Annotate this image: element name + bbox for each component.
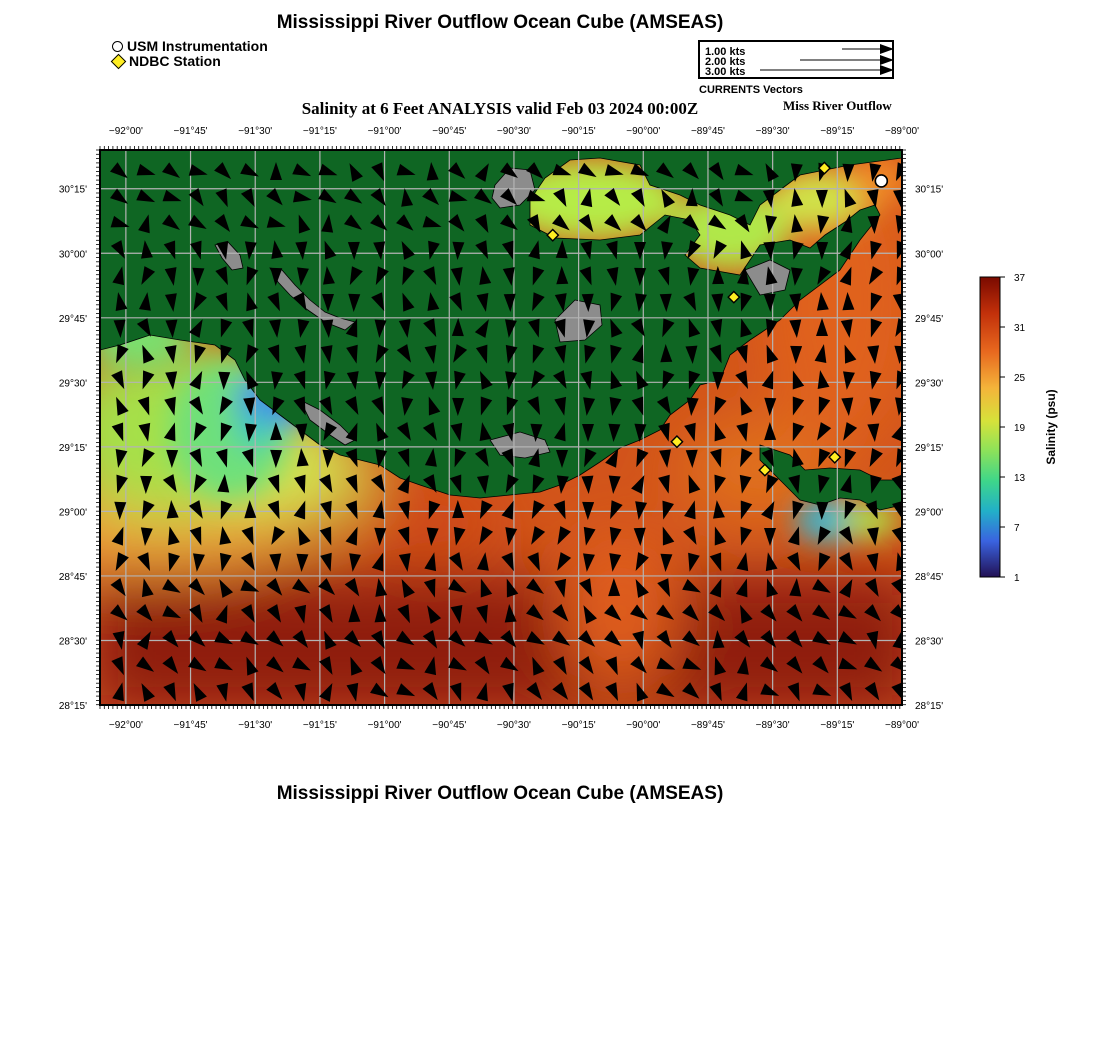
- lon-tick-label-bottom: −91°30': [238, 720, 273, 731]
- lat-tick-label-left: 29°00': [58, 507, 87, 519]
- lat-tick-label-right: 28°45': [915, 571, 944, 583]
- lon-tick-label-bottom: −90°30': [496, 720, 531, 731]
- legend-usm-label: USM Instrumentation: [127, 38, 268, 54]
- lat-tick-label-left: 29°15': [58, 442, 87, 454]
- colorbar-tick-label: 37: [1014, 273, 1026, 284]
- colorbar: [970, 270, 1070, 590]
- lon-tick-label-bottom: −90°15': [561, 720, 596, 731]
- lat-tick-label-left: 28°30': [58, 636, 87, 648]
- lat-tick-label-right: 29°00': [915, 507, 944, 519]
- lon-tick-label-top: −91°30': [238, 126, 273, 137]
- lat-tick-label-right: 29°30': [915, 378, 944, 390]
- colorbar-tick-label: 19: [1014, 423, 1026, 434]
- colorbar-tick-label: 7: [1014, 523, 1020, 534]
- lat-tick-label-left: 30°15': [58, 184, 87, 196]
- colorbar-tick-label: 31: [1014, 323, 1026, 334]
- lon-tick-label-top: −90°15': [561, 126, 596, 137]
- lon-tick-label-bottom: −92°00': [108, 720, 143, 731]
- lon-tick-label-bottom: −89°45': [690, 720, 725, 731]
- lon-tick-label-bottom: −89°00': [885, 720, 919, 731]
- lon-tick-label-top: −90°45': [432, 126, 467, 137]
- colorbar-tick-label: 25: [1014, 373, 1026, 384]
- colorbar-tick-label: 13: [1014, 473, 1026, 484]
- lat-tick-label-left: 30°00': [58, 249, 87, 261]
- lon-tick-label-bottom: −90°00': [626, 720, 661, 731]
- vector-key-label-1: 1.00 kts: [705, 46, 746, 58]
- lat-tick-label-right: 28°15': [915, 701, 944, 712]
- legend-ndbc-label: NDBC Station: [129, 53, 221, 69]
- lon-tick-label-bottom: −90°45': [432, 720, 467, 731]
- lon-tick-label-top: −89°45': [690, 126, 725, 137]
- lon-tick-label-top: −89°00': [885, 126, 919, 137]
- vector-key-label-3: 3.00 kts: [705, 66, 746, 78]
- colorbar-ticks: [1000, 273, 1026, 584]
- lat-tick-label-right: 28°30': [915, 636, 944, 648]
- lon-tick-label-bottom: −91°15': [302, 720, 337, 731]
- lat-tick-label-right: 30°15': [915, 184, 944, 196]
- vector-key-label-2: 2.00 kts: [705, 56, 746, 68]
- bottom-title: Mississippi River Outflow Ocean Cube (AMSEAS): [276, 783, 724, 804]
- lat-tick-label-left: 28°45': [58, 571, 87, 583]
- map-title: Mississippi River Outflow Ocean Cube (AMSEAS): [276, 12, 724, 33]
- lon-tick-label-bottom: −91°00': [367, 720, 402, 731]
- lat-tick-label-right: 29°15': [915, 442, 944, 454]
- lat-tick-label-right: 30°00': [915, 249, 944, 261]
- lon-tick-label-top: −92°00': [108, 126, 143, 137]
- lat-tick-label-left: 28°15': [58, 701, 87, 712]
- lon-tick-label-top: −90°30': [496, 126, 531, 137]
- lon-tick-label-top: −89°30': [755, 126, 790, 137]
- map-subtitle: Salinity at 6 Feet ANALYSIS valid Feb 03 2024 00:00Z: [301, 99, 699, 118]
- lat-tick-label-right: 29°45': [915, 313, 944, 325]
- usm-station-marker: [875, 175, 887, 187]
- lon-tick-label-top: −90°00': [626, 126, 661, 137]
- vector-key-caption: CURRENTS Vectors: [699, 84, 803, 96]
- lon-tick-label-top: −89°15': [820, 126, 855, 137]
- lon-tick-label-bottom: −89°15': [820, 720, 855, 731]
- colorbar-label: Salinity (psu): [1044, 389, 1058, 465]
- lon-tick-label-bottom: −89°30': [755, 720, 790, 731]
- lat-tick-label-left: 29°45': [58, 313, 87, 325]
- colorbar-tick-label: 1: [1014, 573, 1020, 584]
- lon-tick-label-top: −91°15': [302, 126, 337, 137]
- corner-label: Miss River Outflow: [783, 98, 892, 113]
- lon-tick-label-bottom: −91°45': [173, 720, 208, 731]
- lon-tick-label-top: −91°00': [367, 126, 402, 137]
- lat-tick-label-left: 29°30': [58, 378, 87, 390]
- lon-tick-label-top: −91°45': [173, 126, 208, 137]
